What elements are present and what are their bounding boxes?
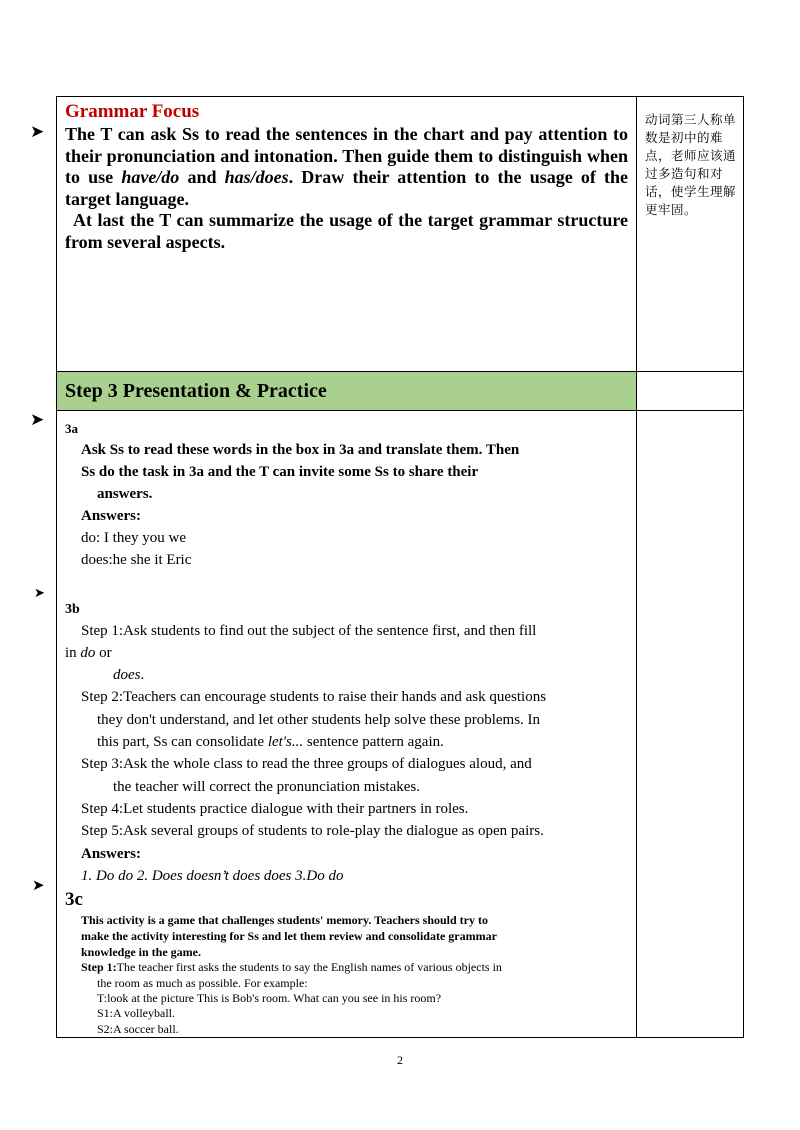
grammar-focus-title: Grammar Focus [65, 101, 200, 122]
text-run: in [65, 644, 81, 661]
grammar-focus-cell [57, 97, 637, 372]
section-3c-label: 3c [65, 889, 83, 911]
step3-header-row [57, 372, 744, 411]
step3-title: Step 3 Presentation & Practice [65, 379, 327, 402]
section-3b-answers: 1. Do do 2. Does doesn’t does does 3.Do do [81, 867, 344, 884]
section-3b-line: Step 3:Ask the whole class to read the three groups of dialogues aloud, and [81, 756, 532, 773]
section-3b-line [65, 664, 628, 686]
bullet-arrow-icon: ➤ [30, 410, 45, 430]
section-3c-line: T:look at the picture This is Bob's room. What can you see in his room? [97, 991, 442, 1006]
section-3a-line: Ask Ss to read these words in the box in 3a and translate them. Then [81, 442, 520, 458]
text-run-italic: have/do [121, 167, 180, 188]
section-3c-line: S1:A volleyball. [97, 1006, 175, 1021]
section-3a-answer: does:he she it Eric [81, 552, 192, 569]
content-cell [57, 411, 637, 1038]
grammar-focus-para-2: At last the T can summarize the usage of the target grammar structure from several aspects. [65, 210, 628, 252]
section-3c-line: the room as much as possible. For example: [97, 975, 308, 990]
step3-header-cell [57, 372, 637, 411]
grammar-focus-body [65, 124, 628, 254]
section-3b-label: 3b [65, 601, 80, 617]
section-3b-line: Step 1:Ask students to find out the subject of the sentence first, and then fill [81, 622, 537, 639]
text-run-italic: let's... [267, 734, 304, 751]
section-3c-line: knowledge in the game. [81, 944, 201, 959]
grammar-focus-para-1 [65, 124, 628, 210]
section-3b-line: the teacher will correct the pronunciation mistakes. [113, 778, 420, 795]
section-3b-line [65, 642, 628, 664]
section-3b-line: Step 4:Let students practice dialogue with their partners in roles. [81, 800, 469, 817]
text-run: . [140, 667, 145, 684]
grammar-focus-row [57, 97, 744, 372]
section-3b-answers-label: Answers: [81, 845, 141, 862]
section-3a-line: answers. [97, 486, 153, 502]
text-run: . Draw their attention to the usage of the target language. [65, 167, 628, 209]
text-run-italic: has/does [224, 167, 289, 188]
section-3c-line: This activity is a game that challenges students' memory. Teachers should try to [81, 913, 488, 928]
text-run: sentence pattern again. [303, 734, 444, 751]
bullet-arrow-icon: ➤ [32, 876, 45, 894]
text-run: The T can ask Ss to read the sentences in the chart and pay attention to their pronunciation and intonation. Then guide them to distinguish when to use [65, 124, 628, 188]
section-3a-answer: do: I they you we [81, 530, 186, 546]
page-number: 2 [397, 1053, 403, 1067]
bullet-arrow-icon: ➤ [30, 122, 45, 142]
content-row [57, 411, 744, 1038]
section-3c-line [65, 960, 628, 975]
section-3b-line: Step 2:Teachers can encourage students to raise their hands and ask questions [81, 689, 547, 706]
lesson-plan-table [56, 96, 744, 1038]
text-run-italic: does [113, 667, 141, 684]
section-3c-line: make the activity interesting for Ss and let them review and consolidate grammar [81, 928, 497, 943]
section-3a-answers-label: Answers: [81, 508, 141, 524]
text-run: The teacher first asks the students to say the English names of various objects in [116, 960, 502, 975]
section-3b-line [65, 731, 628, 753]
step3-note-cell [637, 372, 744, 411]
teacher-note: 动词第三人称单数是初中的难点，老师应该通过多造句和对话，使学生理解更牢固。 [637, 97, 744, 372]
text-run: or [95, 644, 112, 661]
section-3b-line: they don't understand, and let other students help solve these problems. In [97, 711, 541, 728]
text-run: and [179, 167, 225, 188]
text-run-italic: do [80, 644, 96, 661]
section-3b-line: Step 5:Ask several groups of students to role-play the dialogue as open pairs. [81, 823, 544, 840]
text-run-bold: Step 1: [81, 960, 117, 975]
bullet-arrow-icon: ➤ [34, 586, 45, 601]
section-3c-line: S2:A soccer ball. [97, 1021, 179, 1036]
content-note-cell [637, 411, 744, 1038]
section-3a-label: 3a [65, 421, 78, 436]
section-3a-line: Ss do the task in 3a and the T can invite some Ss to share their [81, 464, 479, 480]
text-run: this part, Ss can consolidate [97, 734, 268, 751]
